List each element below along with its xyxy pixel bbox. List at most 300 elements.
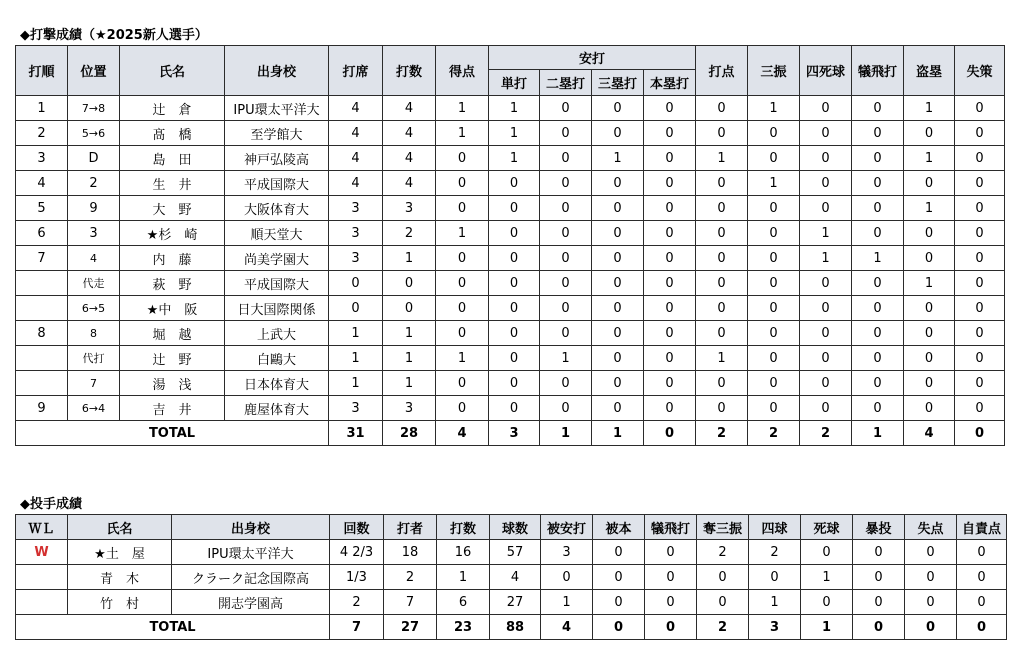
stat-cell: 0: [955, 246, 1005, 271]
batting-table: [15, 45, 1005, 446]
position-cell: D: [68, 146, 120, 171]
header-name: 氏名: [68, 515, 172, 540]
total-cell: 28: [383, 421, 436, 446]
stat-cell: 0: [852, 271, 904, 296]
stat-cell: 0: [644, 321, 696, 346]
pitching-section-title: ◆投手成績: [20, 497, 82, 512]
stat-cell: 0: [436, 321, 489, 346]
stat-cell: 0: [957, 565, 1007, 590]
name-cell: 辻 倉: [120, 96, 225, 121]
stat-cell: 0: [592, 171, 644, 196]
stat-cell: 0: [904, 171, 955, 196]
stat-cell: 0: [489, 171, 540, 196]
school-cell: 大阪体育大: [225, 196, 329, 221]
stat-cell: 0: [592, 371, 644, 396]
stat-cell: 0: [853, 565, 905, 590]
stat-cell: 0: [696, 196, 748, 221]
stat-cell: 0: [645, 540, 697, 565]
pitching-total-label: TOTAL: [16, 615, 330, 640]
stat-cell: 2: [330, 590, 384, 615]
stat-cell: 0: [329, 296, 383, 321]
position-cell: 6→4: [68, 396, 120, 421]
header-hr: 被本: [593, 515, 645, 540]
stat-cell: 0: [800, 321, 852, 346]
stat-cell: 0: [644, 96, 696, 121]
school-cell: IPU環太平洋大: [172, 540, 330, 565]
stat-cell: 0: [592, 246, 644, 271]
batting-total-label: TOTAL: [16, 421, 329, 446]
stat-cell: 1: [592, 146, 644, 171]
stat-cell: 0: [644, 146, 696, 171]
stat-cell: 0: [852, 146, 904, 171]
school-cell: 尚美学園大: [225, 246, 329, 271]
stat-cell: 27: [490, 590, 541, 615]
stat-cell: 0: [957, 590, 1007, 615]
order-cell: 7: [16, 246, 68, 271]
position-cell: 7: [68, 371, 120, 396]
stat-cell: 0: [852, 321, 904, 346]
school-cell: 日本体育大: [225, 371, 329, 396]
total-cell: 4: [436, 421, 489, 446]
header-hits-group: 安打: [489, 46, 696, 70]
name-cell: 内 藤: [120, 246, 225, 271]
table-row: [16, 346, 1005, 371]
header-np: 球数: [490, 515, 541, 540]
stat-cell: 16: [437, 540, 490, 565]
stat-cell: 0: [696, 96, 748, 121]
stat-cell: 0: [645, 590, 697, 615]
stat-cell: 0: [748, 296, 800, 321]
table-row: [16, 565, 1007, 590]
name-cell: 髙 橋: [120, 121, 225, 146]
stat-cell: 0: [800, 371, 852, 396]
stat-cell: 0: [852, 221, 904, 246]
total-cell: 2: [696, 421, 748, 446]
stat-cell: 1: [852, 246, 904, 271]
stat-cell: 1: [904, 96, 955, 121]
school-cell: 白鷗大: [225, 346, 329, 371]
stat-cell: 0: [696, 371, 748, 396]
stat-cell: 0: [800, 196, 852, 221]
stat-cell: 0: [800, 346, 852, 371]
stat-cell: 4: [383, 121, 436, 146]
stat-cell: 0: [436, 196, 489, 221]
batting-section-title: ◆打撃成績（★2025新人選手）: [20, 28, 208, 43]
stat-cell: 0: [904, 321, 955, 346]
stat-cell: 0: [748, 121, 800, 146]
stat-cell: 0: [800, 296, 852, 321]
stat-cell: 3: [329, 396, 383, 421]
header-school: 出身校: [172, 515, 330, 540]
header-double: 二塁打: [540, 70, 592, 96]
position-cell: 4: [68, 246, 120, 271]
stat-cell: 1: [383, 371, 436, 396]
stat-cell: 0: [436, 171, 489, 196]
table-row: [16, 371, 1005, 396]
order-cell: 4: [16, 171, 68, 196]
stat-cell: 1: [436, 121, 489, 146]
table-row: [16, 296, 1005, 321]
stat-cell: 0: [592, 321, 644, 346]
stat-cell: 0: [955, 371, 1005, 396]
stat-cell: 2: [697, 540, 749, 565]
stat-cell: 0: [748, 346, 800, 371]
total-cell: 1: [801, 615, 853, 640]
name-cell: 大 野: [120, 196, 225, 221]
header-order: 打順: [16, 46, 68, 96]
name-cell: 吉 井: [120, 396, 225, 421]
stat-cell: 1: [748, 171, 800, 196]
stat-cell: 0: [489, 296, 540, 321]
stat-cell: 0: [800, 96, 852, 121]
stat-cell: 6: [437, 590, 490, 615]
stat-cell: 0: [904, 346, 955, 371]
stat-cell: 4: [329, 121, 383, 146]
stat-cell: 0: [852, 371, 904, 396]
school-cell: 順天堂大: [225, 221, 329, 246]
stat-cell: 2: [384, 565, 437, 590]
stat-cell: 0: [905, 590, 957, 615]
stat-cell: 0: [644, 396, 696, 421]
stat-cell: 0: [748, 196, 800, 221]
stat-cell: 0: [592, 296, 644, 321]
stat-cell: 3: [329, 246, 383, 271]
stat-cell: 1: [383, 321, 436, 346]
stat-cell: 0: [541, 565, 593, 590]
header-hr: 本塁打: [644, 70, 696, 96]
school-cell: 上武大: [225, 321, 329, 346]
total-cell: 0: [955, 421, 1005, 446]
school-cell: 平成国際大: [225, 271, 329, 296]
school-cell: IPU環太平洋大: [225, 96, 329, 121]
order-cell: [16, 271, 68, 296]
name-cell: 萩 野: [120, 271, 225, 296]
position-cell: 8: [68, 321, 120, 346]
stat-cell: 1: [489, 96, 540, 121]
wl-cell: [16, 565, 68, 590]
total-cell: 2: [800, 421, 852, 446]
stat-cell: 0: [592, 221, 644, 246]
stat-cell: 0: [696, 171, 748, 196]
stat-cell: 1: [329, 371, 383, 396]
header-pa: 打席: [329, 46, 383, 96]
stat-cell: 0: [904, 221, 955, 246]
stat-cell: 0: [436, 371, 489, 396]
header-single: 単打: [489, 70, 540, 96]
header-r: 失点: [905, 515, 957, 540]
stat-cell: 0: [748, 271, 800, 296]
total-cell: 0: [644, 421, 696, 446]
stat-cell: 0: [489, 346, 540, 371]
stat-cell: 0: [904, 396, 955, 421]
name-cell: 竹 村: [68, 590, 172, 615]
position-cell: 3: [68, 221, 120, 246]
stat-cell: 1: [540, 346, 592, 371]
stat-cell: 0: [436, 396, 489, 421]
school-cell: 鹿屋体育大: [225, 396, 329, 421]
position-cell: 代打: [68, 346, 120, 371]
stat-cell: 0: [853, 540, 905, 565]
stat-cell: 0: [904, 246, 955, 271]
header-ab: 打数: [383, 46, 436, 96]
order-cell: [16, 371, 68, 396]
school-cell: 開志学園高: [172, 590, 330, 615]
school-cell: 至学館大: [225, 121, 329, 146]
pitching-table: [15, 514, 1007, 640]
total-cell: 0: [905, 615, 957, 640]
stat-cell: 1: [748, 96, 800, 121]
stat-cell: 0: [696, 246, 748, 271]
stat-cell: 4: [329, 146, 383, 171]
stat-cell: 0: [540, 321, 592, 346]
header-sac: 犠飛打: [645, 515, 697, 540]
name-cell: 辻 野: [120, 346, 225, 371]
stat-cell: 0: [644, 221, 696, 246]
header-er: 自責点: [957, 515, 1007, 540]
stat-cell: 3: [329, 221, 383, 246]
total-cell: 4: [904, 421, 955, 446]
total-cell: 23: [437, 615, 490, 640]
order-cell: [16, 346, 68, 371]
stat-cell: 1: [436, 221, 489, 246]
order-cell: 1: [16, 96, 68, 121]
stat-cell: 0: [852, 296, 904, 321]
stat-cell: 0: [853, 590, 905, 615]
table-row: [16, 171, 1005, 196]
stat-cell: 3: [383, 396, 436, 421]
stat-cell: 0: [955, 96, 1005, 121]
stat-cell: 0: [904, 371, 955, 396]
stat-cell: 0: [592, 121, 644, 146]
stat-cell: 4: [383, 171, 436, 196]
stat-cell: 2: [749, 540, 801, 565]
stat-cell: 0: [904, 121, 955, 146]
stat-cell: 1: [749, 590, 801, 615]
order-cell: 5: [16, 196, 68, 221]
header-h: 被安打: [541, 515, 593, 540]
total-cell: 31: [329, 421, 383, 446]
stat-cell: 0: [644, 171, 696, 196]
stat-cell: 0: [540, 171, 592, 196]
wl-cell: [16, 590, 68, 615]
stat-cell: 0: [593, 540, 645, 565]
name-cell: 堀 越: [120, 321, 225, 346]
stat-cell: 0: [852, 196, 904, 221]
header-bf: 打者: [384, 515, 437, 540]
stat-cell: 0: [592, 346, 644, 371]
stat-cell: 0: [748, 146, 800, 171]
stat-cell: 1: [383, 246, 436, 271]
stat-cell: 0: [644, 196, 696, 221]
header-wp: 暴投: [853, 515, 905, 540]
total-cell: 1: [540, 421, 592, 446]
total-cell: 0: [853, 615, 905, 640]
stat-cell: 0: [748, 396, 800, 421]
stat-cell: 0: [383, 271, 436, 296]
table-row: [16, 121, 1005, 146]
table-row: [16, 271, 1005, 296]
stat-cell: 0: [852, 96, 904, 121]
stat-cell: 3: [541, 540, 593, 565]
stat-cell: 4: [329, 96, 383, 121]
stat-cell: 0: [904, 296, 955, 321]
stat-cell: 1: [696, 146, 748, 171]
stat-cell: 0: [540, 121, 592, 146]
stat-cell: 1: [436, 346, 489, 371]
stat-cell: 0: [800, 171, 852, 196]
stat-cell: 0: [436, 271, 489, 296]
stat-cell: 0: [489, 196, 540, 221]
stat-cell: 57: [490, 540, 541, 565]
total-cell: 2: [697, 615, 749, 640]
stat-cell: 0: [955, 146, 1005, 171]
header-ab: 打数: [437, 515, 490, 540]
stat-cell: 0: [592, 271, 644, 296]
header-sac: 犠飛打: [852, 46, 904, 96]
header-triple: 三塁打: [592, 70, 644, 96]
stat-cell: 1: [904, 271, 955, 296]
total-cell: 3: [489, 421, 540, 446]
header-so: 奪三振: [697, 515, 749, 540]
header-ip: 回数: [330, 515, 384, 540]
name-cell: 湯 浅: [120, 371, 225, 396]
stat-cell: 0: [696, 296, 748, 321]
stat-cell: 0: [955, 121, 1005, 146]
stat-cell: 0: [800, 396, 852, 421]
table-row: [16, 221, 1005, 246]
stat-cell: 4 2/3: [330, 540, 384, 565]
total-cell: 2: [748, 421, 800, 446]
stat-cell: 1/3: [330, 565, 384, 590]
order-cell: 8: [16, 321, 68, 346]
header-bb: 四死球: [800, 46, 852, 96]
header-err: 失策: [955, 46, 1005, 96]
stat-cell: 0: [955, 346, 1005, 371]
stat-cell: 1: [329, 346, 383, 371]
stat-cell: 0: [489, 271, 540, 296]
stat-cell: 0: [955, 296, 1005, 321]
stat-cell: 4: [490, 565, 541, 590]
stat-cell: 1: [800, 246, 852, 271]
stat-cell: 0: [593, 590, 645, 615]
stat-cell: 0: [697, 565, 749, 590]
stat-cell: 1: [383, 346, 436, 371]
stat-cell: 0: [540, 296, 592, 321]
wl-cell: W: [16, 540, 68, 565]
stat-cell: 0: [540, 196, 592, 221]
name-cell: ★土 屋: [68, 540, 172, 565]
stat-cell: 4: [383, 146, 436, 171]
stat-cell: 0: [852, 171, 904, 196]
header-position: 位置: [68, 46, 120, 96]
order-cell: 2: [16, 121, 68, 146]
stat-cell: 0: [644, 296, 696, 321]
stat-cell: 0: [696, 121, 748, 146]
stat-cell: 0: [748, 221, 800, 246]
stat-cell: 0: [852, 346, 904, 371]
header-rbi: 打点: [696, 46, 748, 96]
stat-cell: 0: [696, 396, 748, 421]
stat-cell: 0: [905, 540, 957, 565]
stat-cell: 0: [696, 221, 748, 246]
stat-cell: 0: [540, 146, 592, 171]
stat-cell: 3: [329, 196, 383, 221]
stat-cell: 0: [957, 540, 1007, 565]
stat-cell: 0: [748, 246, 800, 271]
table-row: [16, 540, 1007, 565]
stat-cell: 1: [541, 590, 593, 615]
order-cell: 3: [16, 146, 68, 171]
stat-cell: 0: [644, 346, 696, 371]
header-wl: ＷＬ: [16, 515, 68, 540]
stat-cell: 1: [329, 321, 383, 346]
stat-cell: 1: [489, 146, 540, 171]
header-sb: 盗塁: [904, 46, 955, 96]
total-cell: 3: [749, 615, 801, 640]
total-cell: 88: [490, 615, 541, 640]
stat-cell: 0: [800, 271, 852, 296]
total-cell: 4: [541, 615, 593, 640]
stat-cell: 0: [592, 196, 644, 221]
header-bb: 四球: [749, 515, 801, 540]
stat-cell: 0: [644, 371, 696, 396]
name-cell: 島 田: [120, 146, 225, 171]
position-cell: 6→5: [68, 296, 120, 321]
stat-cell: 0: [489, 371, 540, 396]
table-row: [16, 396, 1005, 421]
stat-cell: 0: [955, 196, 1005, 221]
stat-cell: 0: [593, 565, 645, 590]
stat-cell: 0: [801, 540, 853, 565]
name-cell: 青 木: [68, 565, 172, 590]
stat-cell: 0: [696, 271, 748, 296]
stat-cell: 0: [748, 321, 800, 346]
header-so: 三振: [748, 46, 800, 96]
order-cell: 9: [16, 396, 68, 421]
stat-cell: 0: [592, 396, 644, 421]
stat-cell: 0: [436, 246, 489, 271]
school-cell: 平成国際大: [225, 171, 329, 196]
stat-cell: 0: [592, 96, 644, 121]
position-cell: 5→6: [68, 121, 120, 146]
table-row: [16, 590, 1007, 615]
stat-cell: 0: [696, 321, 748, 346]
stat-cell: 4: [383, 96, 436, 121]
stat-cell: 0: [489, 321, 540, 346]
stat-cell: 0: [489, 221, 540, 246]
stat-cell: 1: [696, 346, 748, 371]
stat-cell: 0: [955, 271, 1005, 296]
stat-cell: 1: [904, 196, 955, 221]
stat-cell: 0: [436, 296, 489, 321]
stat-cell: 0: [905, 565, 957, 590]
stat-cell: 7: [384, 590, 437, 615]
stat-cell: 3: [383, 196, 436, 221]
total-cell: 0: [957, 615, 1007, 640]
stat-cell: 0: [383, 296, 436, 321]
stat-cell: 0: [800, 146, 852, 171]
position-cell: 代走: [68, 271, 120, 296]
stat-cell: 0: [748, 371, 800, 396]
stat-cell: 0: [540, 371, 592, 396]
stat-cell: 0: [489, 396, 540, 421]
stat-cell: 0: [801, 590, 853, 615]
stat-cell: 0: [644, 271, 696, 296]
stat-cell: 0: [540, 96, 592, 121]
stat-cell: 0: [749, 565, 801, 590]
stat-cell: 0: [645, 565, 697, 590]
total-cell: 1: [592, 421, 644, 446]
